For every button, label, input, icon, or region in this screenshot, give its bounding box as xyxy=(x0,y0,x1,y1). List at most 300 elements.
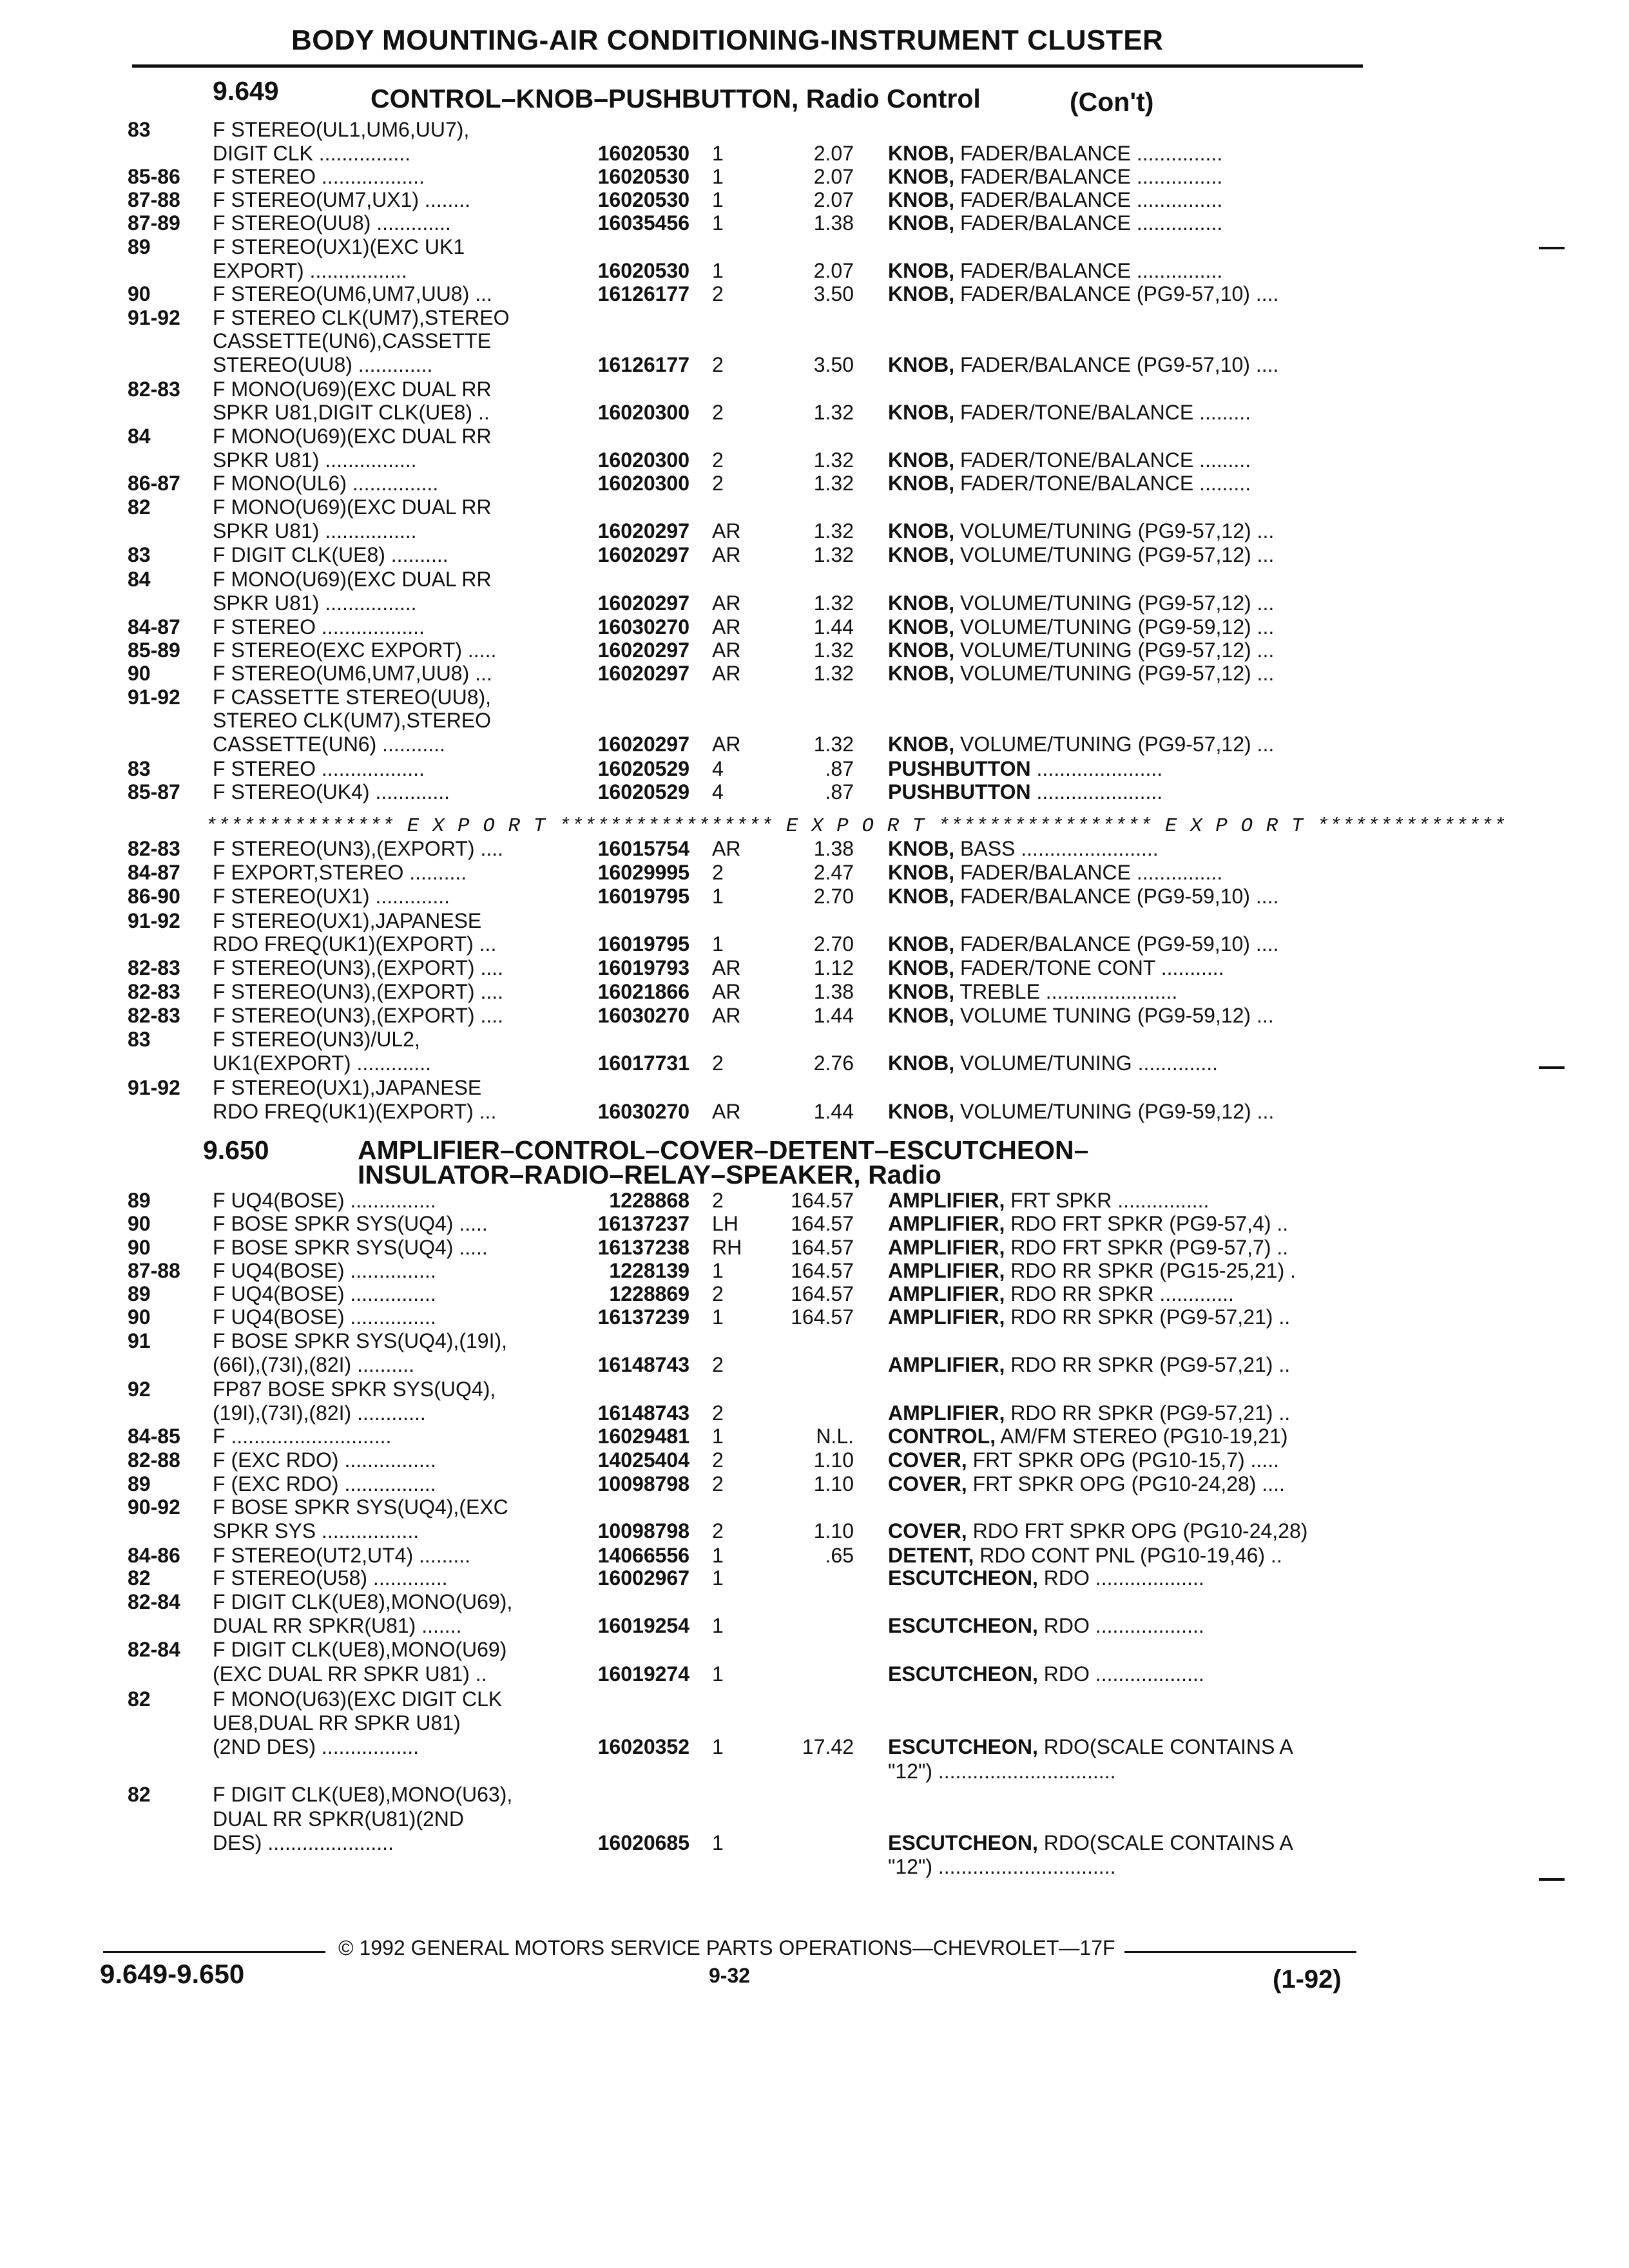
model-year: 83 xyxy=(128,543,151,566)
part-number: 14066556 xyxy=(597,1544,689,1567)
part-name-detail: BASS ........................ xyxy=(954,837,1159,860)
part-number: 16020530 xyxy=(597,142,689,165)
price: 1.32 xyxy=(813,448,854,472)
part-name-noun: AMPLIFIER, xyxy=(888,1259,1005,1282)
price: 2.70 xyxy=(813,885,854,908)
model-year: 83 xyxy=(128,757,151,780)
quantity: 1 xyxy=(712,142,724,165)
table-row xyxy=(0,448,1629,472)
model-year: 91-92 xyxy=(128,1076,180,1099)
model-year: 89 xyxy=(128,235,151,258)
part-name-noun: KNOB, xyxy=(888,662,955,685)
description: F STEREO(UU8) ............. xyxy=(213,211,451,235)
part-number: 16020300 xyxy=(597,401,689,424)
model-year: 90-92 xyxy=(128,1495,180,1519)
description: RDO FREQ(UK1)(EXPORT) ... xyxy=(213,932,497,956)
part-name-noun: ESCUTCHEON, xyxy=(888,1614,1038,1637)
table-row xyxy=(0,662,1629,686)
description: F BOSE SPKR SYS(UQ4) ..... xyxy=(213,1212,488,1235)
part-name xyxy=(888,1735,1293,1759)
part-name xyxy=(888,401,1251,425)
quantity: RH xyxy=(712,1236,742,1259)
part-name xyxy=(888,282,1278,306)
table-row xyxy=(0,519,1629,543)
description: F STEREO(UK4) ............. xyxy=(213,780,450,803)
table-row xyxy=(0,378,1629,401)
description: (2ND DES) ................. xyxy=(213,1735,419,1758)
table-row xyxy=(0,1353,1629,1377)
part-number: 16020297 xyxy=(597,639,689,662)
part-number: 16148743 xyxy=(597,1401,689,1425)
quantity: 1 xyxy=(712,1566,724,1590)
part-name xyxy=(888,1425,1288,1448)
part-name xyxy=(888,211,1222,235)
model-year: 87-89 xyxy=(128,211,180,235)
description: F STEREO(UX1) ............. xyxy=(213,885,450,908)
table-row xyxy=(0,142,1629,166)
part-name-noun: KNOB, xyxy=(888,1100,955,1123)
part-number: 16035456 xyxy=(597,211,689,235)
part-name xyxy=(888,837,1159,861)
part-name xyxy=(888,1566,1204,1590)
quantity: 1 xyxy=(712,1544,724,1567)
description: SPKR SYS ................. xyxy=(213,1519,419,1542)
model-year: 85-86 xyxy=(128,165,180,188)
model-year: 86-90 xyxy=(128,885,180,908)
part-name xyxy=(888,639,1274,662)
table-row xyxy=(0,1614,1629,1638)
part-name-detail: VOLUME/TUNING (PG9-59,12) ... xyxy=(954,615,1275,639)
table-row xyxy=(0,188,1629,212)
part-name-noun: KNOB, xyxy=(888,639,955,662)
part-number: 16020300 xyxy=(597,448,689,472)
part-name-noun: COVER, xyxy=(888,1448,967,1472)
part-name xyxy=(888,448,1251,472)
price: N.L. xyxy=(816,1425,854,1448)
part-name-noun: COVER, xyxy=(888,1472,967,1495)
part-name-noun: KNOB, xyxy=(888,932,955,956)
price: 1.44 xyxy=(813,1100,854,1123)
part-name-noun: CONTROL, xyxy=(888,1425,996,1448)
description: F UQ4(BOSE) ............... xyxy=(213,1282,436,1305)
part-name-detail: "12") ............................... xyxy=(888,1760,1116,1783)
part-name-detail: VOLUME/TUNING (PG9-57,12) ... xyxy=(954,662,1275,685)
quantity: AR xyxy=(712,543,741,566)
description: F STEREO(EXC EXPORT) ..... xyxy=(213,639,497,662)
price: 1.32 xyxy=(813,472,854,495)
description: F STEREO(UM6,UM7,UU8) ... xyxy=(213,662,492,685)
part-number: 16015754 xyxy=(597,837,689,860)
part-name-detail: TREBLE ....................... xyxy=(954,980,1178,1003)
margin-mark xyxy=(1539,247,1565,249)
table-row xyxy=(0,980,1629,1004)
part-number: 16020352 xyxy=(597,1735,689,1758)
quantity: 1 xyxy=(712,1831,724,1854)
part-number: 16030270 xyxy=(597,1100,689,1123)
price: .87 xyxy=(825,757,854,780)
part-name-detail: VOLUME/TUNING (PG9-57,12) ... xyxy=(954,519,1275,543)
part-name-detail: RDO FRT SPKR (PG9-57,4) .. xyxy=(1005,1212,1289,1235)
model-year: 82 xyxy=(128,1783,151,1806)
part-name-noun: ESCUTCHEON, xyxy=(888,1662,1038,1686)
part-name-detail: FADER/BALANCE ............... xyxy=(954,165,1223,188)
description: F (EXC RDO) ................ xyxy=(213,1448,436,1472)
part-name-detail: VOLUME TUNING (PG9-59,12) ... xyxy=(954,1004,1274,1027)
section-continued: (Con't) xyxy=(1070,87,1154,117)
part-number: 16019795 xyxy=(597,885,689,908)
table-row xyxy=(0,425,1629,448)
part-name-noun: KNOB, xyxy=(888,615,955,639)
table-row xyxy=(0,1590,1629,1614)
quantity: LH xyxy=(712,1212,738,1235)
part-name-noun: KNOB, xyxy=(888,980,955,1003)
description: F STEREO CLK(UM7),STEREO xyxy=(213,306,510,329)
table-row xyxy=(0,591,1629,615)
part-name xyxy=(888,980,1177,1004)
model-year: 82-83 xyxy=(128,378,180,401)
table-row xyxy=(0,1100,1629,1124)
part-name-detail: FADER/BALANCE ............... xyxy=(954,861,1223,884)
table-row xyxy=(0,780,1629,804)
price: 1.32 xyxy=(813,662,854,685)
part-name-detail: RDO ................... xyxy=(1037,1614,1204,1637)
description: F UQ4(BOSE) ............... xyxy=(213,1189,436,1212)
price: 1.10 xyxy=(813,1448,854,1472)
model-year: 87-88 xyxy=(128,188,180,211)
table-row xyxy=(0,259,1629,283)
part-name-detail: AM/FM STEREO (PG10-19,21) xyxy=(996,1425,1288,1448)
quantity: AR xyxy=(712,662,741,685)
part-name xyxy=(888,733,1274,756)
quantity: AR xyxy=(712,1100,741,1123)
model-year: 82 xyxy=(128,495,151,519)
description: F MONO(U69)(EXC DUAL RR xyxy=(213,495,492,519)
part-name-detail: ...................... xyxy=(1030,780,1163,803)
table-row xyxy=(0,1687,1629,1711)
part-number: 16020297 xyxy=(597,733,689,756)
model-year: 82-83 xyxy=(128,956,180,979)
model-year: 89 xyxy=(128,1282,151,1305)
part-number: 16020297 xyxy=(597,519,689,543)
part-name xyxy=(888,591,1274,615)
table-row xyxy=(0,932,1629,956)
part-name-detail: VOLUME/TUNING (PG9-57,12) ... xyxy=(954,733,1275,756)
quantity: AR xyxy=(712,519,741,543)
part-number: 16020530 xyxy=(597,165,689,188)
part-name-noun: ESCUTCHEON, xyxy=(888,1566,1038,1590)
part-name-noun: KNOB, xyxy=(888,259,955,282)
table-row xyxy=(0,956,1629,980)
part-number: 14025404 xyxy=(597,1448,689,1472)
part-name xyxy=(888,353,1278,377)
description: F DIGIT CLK(UE8),MONO(U69), xyxy=(213,1590,513,1613)
description: F STEREO(UN3),(EXPORT) .... xyxy=(213,1004,503,1027)
table-row xyxy=(0,306,1629,330)
description: STEREO(UU8) ............. xyxy=(213,353,433,376)
margin-mark xyxy=(1539,1878,1565,1881)
table-row xyxy=(0,472,1629,495)
quantity: 1 xyxy=(712,165,724,188)
table-row xyxy=(0,1076,1629,1100)
part-name xyxy=(888,757,1162,781)
quantity: 1 xyxy=(712,211,724,235)
part-name xyxy=(888,1401,1290,1425)
model-year: 84-85 xyxy=(128,1425,180,1448)
part-name xyxy=(888,1662,1204,1686)
description: F UQ4(BOSE) ............... xyxy=(213,1259,436,1282)
price: 1.44 xyxy=(813,615,854,639)
model-year: 84-87 xyxy=(128,861,180,884)
description: DIGIT CLK ................ xyxy=(213,142,411,165)
description: F MONO(U69)(EXC DUAL RR xyxy=(213,378,492,401)
price: 164.57 xyxy=(791,1212,854,1235)
price: 1.32 xyxy=(813,401,854,424)
price: 1.32 xyxy=(813,519,854,543)
description: F BOSE SPKR SYS(UQ4),(19I), xyxy=(213,1329,507,1352)
table-row xyxy=(0,909,1629,933)
part-name-detail: FADER/BALANCE ............... xyxy=(954,188,1223,211)
model-year: 85-89 xyxy=(128,639,180,662)
part-name-detail: ...................... xyxy=(1030,757,1163,780)
part-name-detail: FRT SPKR ................ xyxy=(1005,1189,1210,1212)
table-row xyxy=(0,1329,1629,1353)
quantity: 1 xyxy=(712,1662,724,1686)
part-number: 16019793 xyxy=(597,956,689,979)
price: 1.12 xyxy=(813,956,854,979)
description: F ............................ xyxy=(213,1425,392,1448)
part-name-noun: AMPLIFIER, xyxy=(888,1189,1005,1212)
model-year: 84-87 xyxy=(128,615,180,639)
price: 3.50 xyxy=(813,282,854,305)
part-number: 16020297 xyxy=(597,591,689,615)
description: (19I),(73I),(82I) ............ xyxy=(213,1401,426,1425)
part-number: 16137238 xyxy=(597,1236,689,1259)
section-title-line1: AMPLIFIER–CONTROL–COVER–DETENT–ESCUTCHEON– xyxy=(358,1135,1089,1165)
price: .87 xyxy=(825,780,854,803)
part-name-noun: KNOB, xyxy=(888,885,955,908)
quantity: 2 xyxy=(712,1282,724,1305)
description: F STEREO .................. xyxy=(213,615,425,639)
price: 2.76 xyxy=(813,1052,854,1075)
description: EXPORT) ................. xyxy=(213,259,407,282)
model-year: 91-92 xyxy=(128,306,180,329)
description: F STEREO(UM6,UM7,UU8) ... xyxy=(213,282,492,305)
table-row xyxy=(0,1735,1629,1759)
description: F DIGIT CLK(UE8),MONO(U69) xyxy=(213,1638,507,1661)
part-name-noun: AMPLIFIER, xyxy=(888,1282,1005,1305)
description: F UQ4(BOSE) ............... xyxy=(213,1305,436,1329)
model-year: 90 xyxy=(128,662,151,685)
table-row xyxy=(0,568,1629,591)
description: F EXPORT,STEREO .......... xyxy=(213,861,467,884)
model-year: 83 xyxy=(128,1028,151,1051)
price: 17.42 xyxy=(802,1735,854,1758)
price: 1.38 xyxy=(813,837,854,860)
description: SPKR U81,DIGIT CLK(UE8) .. xyxy=(213,401,490,424)
section-title-line2: INSULATOR–RADIO–RELAY–SPEAKER, Radio xyxy=(358,1160,941,1189)
model-year: 91-92 xyxy=(128,909,180,932)
part-name-detail: FRT SPKR OPG (PG10-15,7) ..... xyxy=(967,1448,1279,1472)
part-name xyxy=(888,1212,1288,1236)
table-row xyxy=(0,709,1629,733)
part-name-noun: KNOB, xyxy=(888,142,955,165)
part-name-noun: AMPLIFIER, xyxy=(888,1353,1005,1376)
description: (EXC DUAL RR SPKR U81) .. xyxy=(213,1662,487,1686)
part-name xyxy=(888,1353,1290,1377)
description: F CASSETTE STEREO(UU8), xyxy=(213,686,492,709)
part-name-noun: KNOB, xyxy=(888,188,955,211)
part-name-detail: RDO RR SPKR (PG9-57,21) .. xyxy=(1005,1305,1291,1329)
model-year: 90 xyxy=(128,1305,151,1329)
part-name-noun: KNOB, xyxy=(888,519,955,543)
price: 1.32 xyxy=(813,639,854,662)
part-number: 16021866 xyxy=(597,980,689,1003)
part-number: 1228868 xyxy=(609,1189,689,1212)
price: 2.07 xyxy=(813,142,854,165)
part-number: 10098798 xyxy=(597,1519,689,1542)
quantity: 2 xyxy=(712,353,724,376)
model-year: 84 xyxy=(128,425,151,448)
price: 164.57 xyxy=(791,1259,854,1282)
description: F STEREO(UL1,UM6,UU7), xyxy=(213,118,470,141)
description: F MONO(U69)(EXC DUAL RR xyxy=(213,568,492,591)
part-name-detail: RDO CONT PNL (PG10-19,46) .. xyxy=(974,1544,1282,1567)
quantity: AR xyxy=(712,733,741,756)
quantity: AR xyxy=(712,615,741,639)
price: 1.38 xyxy=(813,211,854,235)
part-name-detail: FADER/BALANCE ............... xyxy=(954,142,1223,165)
part-number: 10098798 xyxy=(597,1472,689,1495)
part-name-detail: VOLUME/TUNING (PG9-57,12) ... xyxy=(954,591,1275,615)
model-year: 91 xyxy=(128,1329,151,1352)
price: 164.57 xyxy=(791,1189,854,1212)
part-number: 16019274 xyxy=(597,1662,689,1686)
part-name-detail: RDO(SCALE CONTAINS A xyxy=(1037,1831,1293,1854)
price: 1.32 xyxy=(813,591,854,615)
part-name xyxy=(888,1052,1218,1075)
price: 3.50 xyxy=(813,353,854,376)
part-name xyxy=(888,1760,1115,1783)
model-year: 91-92 xyxy=(128,686,180,709)
section-title: CONTROL–KNOB–PUSHBUTTON, Radio Control xyxy=(371,84,981,113)
table-row xyxy=(0,1282,1629,1306)
footer-copyright: © 1992 GENERAL MOTORS SERVICE PARTS OPERATIONS—CHEVROLET—17F xyxy=(338,1936,1115,1959)
model-year: 82 xyxy=(128,1687,151,1711)
description: DUAL RR SPKR(U81)(2ND xyxy=(213,1807,464,1831)
model-year: 90 xyxy=(128,282,151,305)
quantity: 1 xyxy=(712,1614,724,1637)
part-name xyxy=(888,543,1274,567)
footer-rule xyxy=(1124,1951,1356,1953)
quantity: AR xyxy=(712,837,741,860)
table-row xyxy=(0,686,1629,709)
price: 2.07 xyxy=(813,188,854,211)
part-name xyxy=(888,472,1251,495)
margin-mark xyxy=(1539,1066,1565,1069)
part-name-noun: KNOB, xyxy=(888,591,955,615)
section-number: 9.650 xyxy=(203,1135,269,1165)
quantity: AR xyxy=(712,1004,741,1027)
price: 1.32 xyxy=(813,733,854,756)
price: 164.57 xyxy=(791,1282,854,1305)
part-number: 16030270 xyxy=(597,615,689,639)
part-name-noun: COVER, xyxy=(888,1519,967,1542)
table-row xyxy=(0,1855,1629,1879)
part-name-detail: FADER/BALANCE (PG9-59,10) .... xyxy=(954,932,1279,956)
description: (66I),(73I),(82I) .......... xyxy=(213,1353,414,1376)
part-name-noun: ESCUTCHEON, xyxy=(888,1735,1038,1758)
part-number: 16029481 xyxy=(597,1425,689,1448)
quantity: 2 xyxy=(712,1189,724,1212)
table-row xyxy=(0,1662,1629,1686)
model-year: 87-88 xyxy=(128,1259,180,1282)
part-name xyxy=(888,165,1222,189)
part-number: 16137237 xyxy=(597,1212,689,1235)
model-year: 92 xyxy=(128,1378,151,1401)
description: F STEREO(UN3),(EXPORT) .... xyxy=(213,837,503,860)
part-name-noun: KNOB, xyxy=(888,472,955,495)
description: F BOSE SPKR SYS(UQ4) ..... xyxy=(213,1236,488,1259)
part-name-noun: DETENT, xyxy=(888,1544,974,1567)
part-name-noun: KNOB, xyxy=(888,1004,955,1027)
part-name xyxy=(888,615,1274,639)
description: SPKR U81) ................ xyxy=(213,448,417,472)
part-name-detail: RDO(SCALE CONTAINS A xyxy=(1037,1735,1293,1758)
price: 2.70 xyxy=(813,932,854,956)
price: 1.10 xyxy=(813,1472,854,1495)
part-name-detail: RDO ................... xyxy=(1037,1662,1204,1686)
part-number: 16030270 xyxy=(597,1004,689,1027)
quantity: 4 xyxy=(712,757,724,780)
table-row xyxy=(0,1807,1629,1831)
part-name-detail: VOLUME/TUNING (PG9-57,12) ... xyxy=(954,543,1275,566)
part-name-noun: AMPLIFIER, xyxy=(888,1236,1005,1259)
part-name xyxy=(888,188,1222,212)
part-name-noun: AMPLIFIER, xyxy=(888,1305,1005,1329)
quantity: 1 xyxy=(712,885,724,908)
quantity: 1 xyxy=(712,932,724,956)
table-row xyxy=(0,757,1629,781)
price: 1.38 xyxy=(813,980,854,1003)
table-row xyxy=(0,1378,1629,1401)
table-row xyxy=(0,861,1629,885)
quantity: 2 xyxy=(712,1052,724,1075)
quantity: 2 xyxy=(712,472,724,495)
description: F STEREO(UX1)(EXC UK1 xyxy=(213,235,465,258)
part-name-detail: RDO FRT SPKR (PG9-57,7) .. xyxy=(1005,1236,1289,1259)
part-name xyxy=(888,1236,1288,1260)
part-number: 16002967 xyxy=(597,1566,689,1590)
part-number: 16029995 xyxy=(597,861,689,884)
description: CASSETTE(UN6) ........... xyxy=(213,733,445,756)
quantity: AR xyxy=(712,591,741,615)
description: F MONO(UL6) ............... xyxy=(213,472,439,495)
description: F STEREO(U58) ............. xyxy=(213,1566,448,1590)
model-year: 90 xyxy=(128,1212,151,1235)
model-year: 82-83 xyxy=(128,1004,180,1027)
table-row xyxy=(0,1189,1629,1213)
description: F STEREO(UN3),(EXPORT) .... xyxy=(213,956,503,979)
description: F MONO(U69)(EXC DUAL RR xyxy=(213,425,492,448)
part-name-noun: AMPLIFIER, xyxy=(888,1401,1005,1425)
quantity: AR xyxy=(712,639,741,662)
table-row xyxy=(0,401,1629,425)
model-year: 83 xyxy=(128,118,151,141)
footer-rule xyxy=(103,1951,325,1953)
export-banner: *************** E X P O R T ***************** E X P O R T ***************** E X P O R T *************** xyxy=(205,815,1507,838)
model-year: 82-84 xyxy=(128,1638,180,1661)
part-name-noun: KNOB, xyxy=(888,543,955,566)
